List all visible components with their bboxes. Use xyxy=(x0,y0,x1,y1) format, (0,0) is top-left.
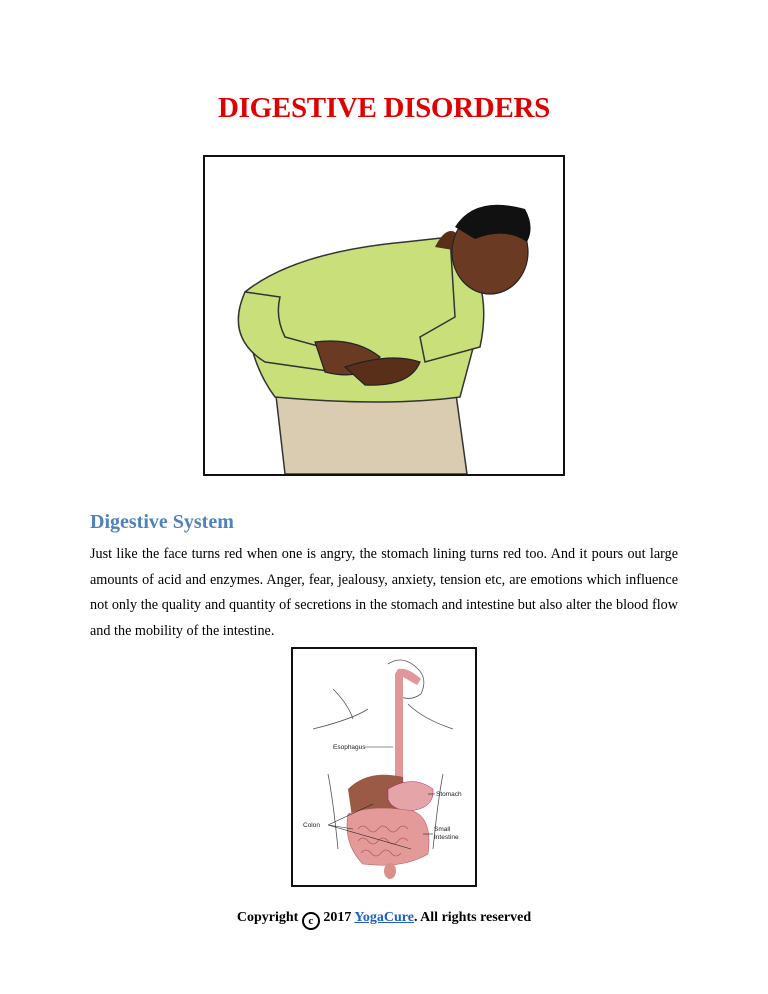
copyright-label: Copyright xyxy=(236,910,299,925)
section-heading: Digestive System xyxy=(90,511,234,533)
rights-text: . All rights reserved xyxy=(413,910,532,925)
digestive-system-diagram xyxy=(291,647,477,887)
copyright-icon: c xyxy=(302,912,320,930)
label-stomach: Stomach xyxy=(436,791,462,798)
label-colon: Colon xyxy=(303,822,320,829)
stomach-pain-illustration xyxy=(203,155,565,476)
label-small-intestine: Small xyxy=(434,826,451,833)
body-paragraph: Just like the face turns red when one is angry, the stomach lining turns red too. And it pours out large amounts of acid and enzymes. Anger, fear, jealousy, anxiety, tension etc, are emotions which influence not only the quality and quantity of secretions in the stomach and intestine but also alter the blood flow and the mobility of the intestine. xyxy=(90,546,678,639)
yogacure-link[interactable]: YogaCure xyxy=(354,910,414,925)
label-esophagus: Esophagus xyxy=(333,744,366,751)
copyright-footer xyxy=(0,910,768,930)
copyright-year: 2017 xyxy=(323,910,352,925)
label-intestine: Intestine xyxy=(434,834,459,841)
page-title: DIGESTIVE DISORDERS xyxy=(218,92,550,124)
